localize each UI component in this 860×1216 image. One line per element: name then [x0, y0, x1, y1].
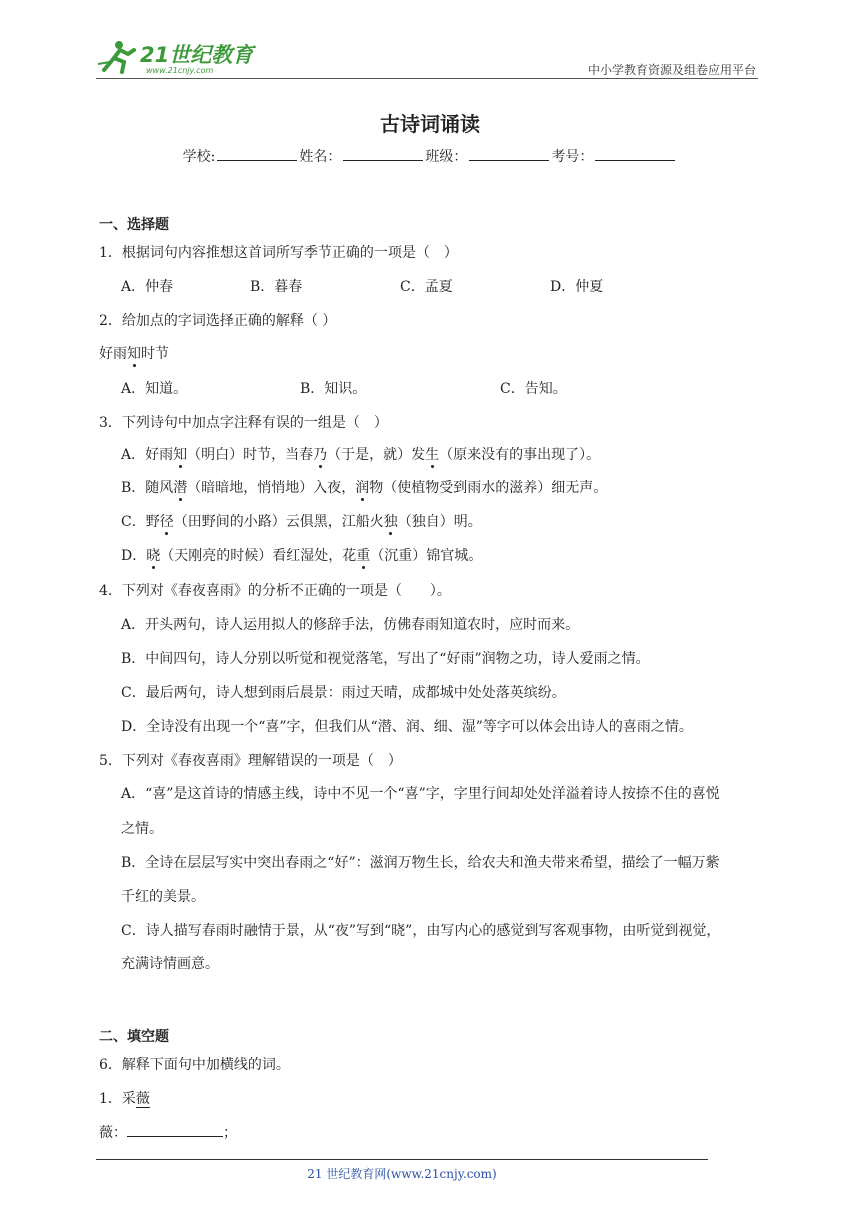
q4-option-d[interactable]: D．全诗没有出现一个“喜”字，但我们从“潜、润、细、湿”等字可以体会出诗人的喜雨之情。 — [121, 719, 693, 735]
q4-option-c[interactable]: C．最后两句，诗人想到雨后晨景：雨过天晴，成都城中处处落英缤纷。 — [121, 685, 566, 701]
q6-item: 1．采薇 — [99, 1091, 150, 1107]
q1-stem: 1．根据词句内容推想这首词所写季节正确的一项是（ ） — [99, 245, 458, 261]
answer-blank[interactable] — [127, 1124, 223, 1137]
q5-option-b-cont: 千红的美景。 — [121, 889, 205, 905]
q5-option-c-cont: 充满诗情画意。 — [121, 956, 219, 972]
q1-option-b[interactable]: B．暮春 — [250, 279, 303, 295]
q1-option-d[interactable]: D．仲夏 — [550, 279, 604, 295]
q1-option-c[interactable]: C．孟夏 — [400, 279, 453, 295]
q5-option-a[interactable]: A．“喜”是这首诗的情感主线，诗中不见一个“喜”字，字里行间却处处洋溢着诗人按捺不住的喜悦 — [121, 786, 720, 802]
class-blank[interactable] — [469, 148, 549, 161]
q1-option-a[interactable]: A．仲春 — [121, 279, 174, 295]
class-label: 班级： — [425, 149, 468, 165]
school-blank[interactable] — [217, 148, 297, 161]
section-fill: 二、填空题 — [99, 1029, 169, 1045]
page-title: 古诗词诵读 — [380, 112, 480, 136]
site-logo — [96, 36, 266, 78]
q2-option-a[interactable]: A．知道。 — [121, 381, 188, 397]
q4-option-b[interactable]: B．中间四句，诗人分别以听觉和视觉落笔，写出了“好雨”润物之功，诗人爱雨之情。 — [121, 651, 650, 667]
header-divider — [96, 78, 758, 79]
q4-option-a[interactable]: A．开头两句，诗人运用拟人的修辞手法，仿佛春雨知道农时，应时而来。 — [121, 617, 580, 633]
q5-stem: 5．下列对《春夜喜雨》理解错误的一项是（ ） — [99, 753, 402, 769]
q3-option-c[interactable]: C．野径（田野间的小路）云俱黑，江船火独（独自）明。 — [121, 514, 482, 530]
q5-option-b[interactable]: B．全诗在层层写实中突出春雨之“好”：滋润万物生长，给农夫和渔夫带来希望，描绘了一幅万紫 — [121, 855, 720, 871]
name-label: 姓名： — [299, 149, 342, 165]
exam-no-blank[interactable] — [595, 148, 675, 161]
q5-option-c[interactable]: C．诗人描写春雨时融情于景，从“夜”写到“晓”，由写内心的感觉到写客观事物，由听觉到视觉， — [121, 923, 721, 939]
q3-option-a[interactable]: A．好雨知（明白）时节，当春乃（于是，就）发生（原来没有的事出现了）。 — [121, 447, 601, 463]
q2-option-c[interactable]: C．告知。 — [500, 381, 567, 397]
svg-text:www.21cnjy.com: www.21cnjy.com — [146, 66, 214, 75]
q2-option-b[interactable]: B．知识。 — [300, 381, 367, 397]
name-blank[interactable] — [343, 148, 423, 161]
footer-divider — [96, 1159, 708, 1160]
q3-option-d[interactable]: D．晓（天刚亮的时候）看红湿处，花重（沉重）锦官城。 — [121, 548, 483, 564]
underlined-word: 薇 — [135, 1091, 150, 1107]
platform-name: 中小学教育资源及组卷应用平台 — [587, 63, 756, 77]
q6-stem: 6．解释下面句中加横线的词。 — [99, 1057, 290, 1073]
q3-stem: 3．下列诗句中加点字注释有误的一组是（ ） — [99, 415, 388, 431]
q2-stem: 2．给加点的字词选择正确的解释（ ） — [99, 313, 337, 329]
svg-text:21世纪教育: 21世纪教育 — [140, 43, 254, 67]
q2-poem-line: 好雨知时节 — [99, 346, 169, 362]
q5-option-a-cont: 之情。 — [121, 821, 163, 837]
student-info — [0, 146, 860, 166]
q6-fill: 薇： ； — [99, 1125, 237, 1141]
q3-option-b[interactable]: B．随风潜（暗暗地，悄悄地）入夜，润物（使植物受到雨水的滋养）细无声。 — [121, 480, 608, 496]
q4-stem: 4．下列对《春夜喜雨》的分析不正确的一项是（ ）。 — [99, 583, 451, 599]
exam-no-label: 考号： — [551, 149, 594, 165]
section-choice: 一、选择题 — [99, 217, 169, 233]
dotted-char: 知 — [127, 346, 141, 362]
school-label: 学校: — [182, 149, 216, 165]
runner-icon — [98, 41, 134, 72]
footer-link[interactable]: 21 世纪教育网(www.21cnjy.com) — [307, 1167, 497, 1181]
